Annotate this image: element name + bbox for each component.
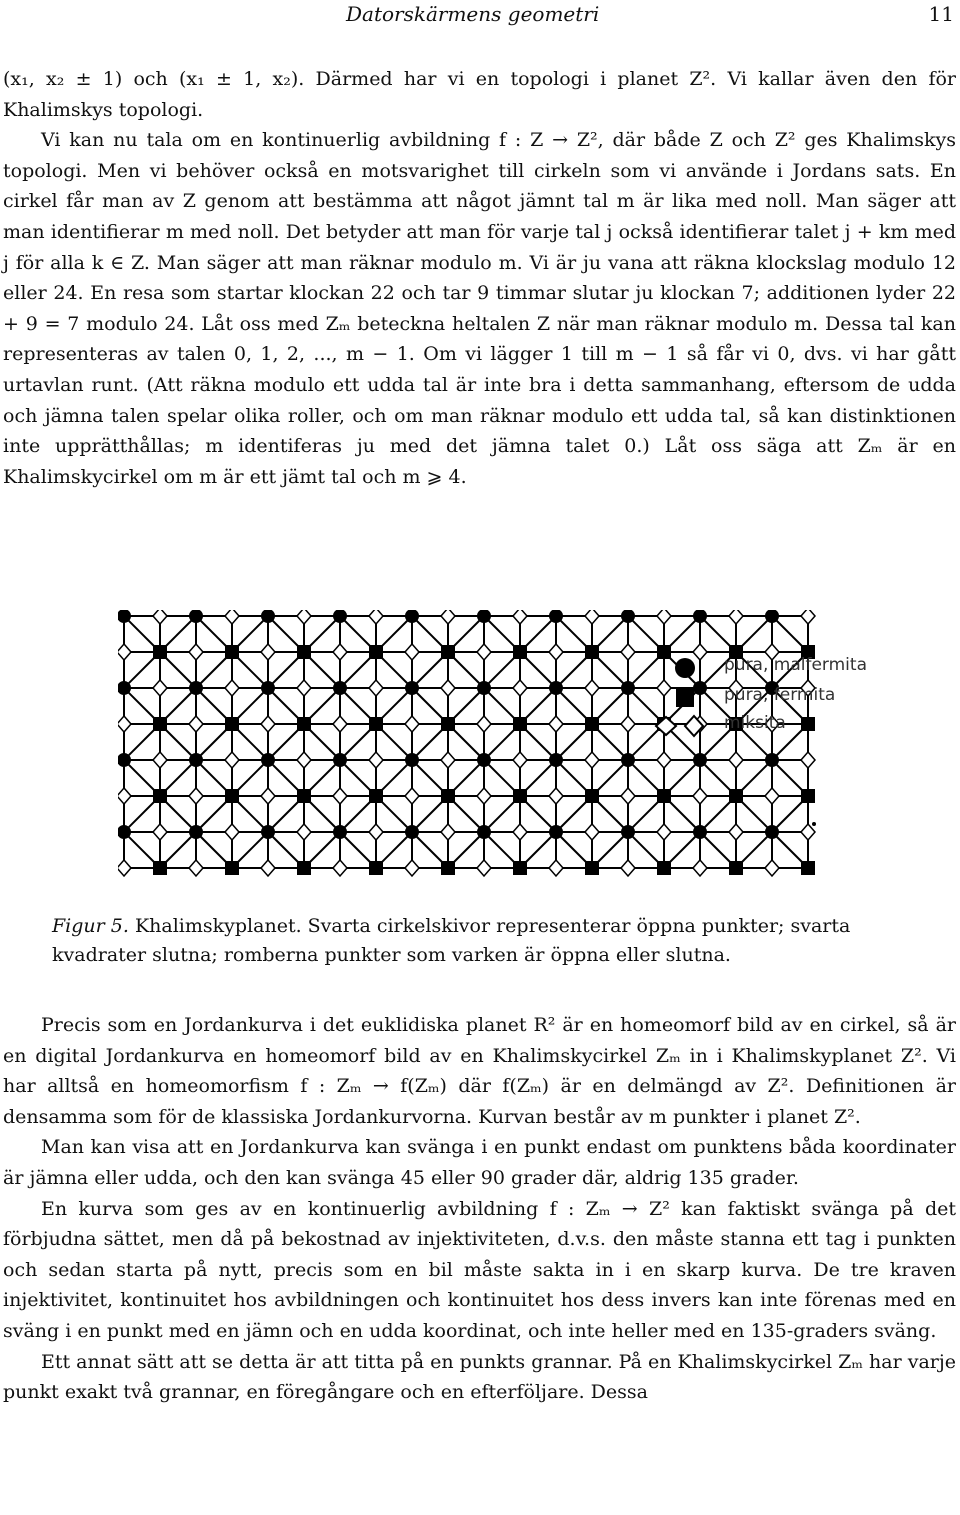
figure-caption [52,912,912,970]
mixed-point-marker [441,824,455,840]
mixed-point-marker [297,824,311,840]
mixed-point-marker [297,610,311,624]
stray-dot [812,822,816,826]
paragraph-4: Man kan visa att en Jordankurva kan svänga i en punkt endast om punktens båda koordinater är jämna eller udda, och den kan svänga 45 eller 90 grader där, aldrig 135 grader. [3,1136,956,1189]
mixed-point-marker [513,680,527,696]
closed-point-marker [441,717,455,731]
closed-point-marker [153,717,167,731]
closed-point-marker [369,717,383,731]
legend-row-closed [650,685,880,711]
legend-row-mixed [650,713,880,739]
closed-point-marker [153,789,167,803]
closed-point-marker [585,717,599,731]
mixed-point-marker [189,788,203,804]
closed-point-marker [801,789,815,803]
open-point-marker [621,825,635,839]
running-header [0,2,960,32]
closed-point-marker [441,861,455,875]
page-number: 11 [928,2,954,26]
mixed-point-marker [297,752,311,768]
paragraph-3: Precis som en Jordankurva i det euklidiska planet R² är en homeomorf bild av en cirkel, så är en digital Jordankurva en homeomorf bild av en Khalimskycirkel Zₘ in i Khalimskyplanet Z². Vi har alltså en homeomorfism f : Zₘ → f(Zₘ) där f(Zₘ) är en delmängd av Z². Definitionen är densamma som för de klassiska Jordankurvorna. Kurvan består av m punkter i planet Z². [3,1014,956,1128]
open-point-marker [261,681,275,695]
closed-point-marker [225,645,239,659]
mixed-point-marker [693,788,707,804]
closed-point-marker [297,861,311,875]
mixed-point-marker [657,824,671,840]
mixed-point-marker [477,860,491,876]
mixed-point-marker [441,680,455,696]
mixed-point-marker [118,860,131,876]
mixed-point-marker [333,788,347,804]
mixed-point-marker [153,680,167,696]
mixed-point-marker [657,610,671,624]
mixed-point-marker [369,680,383,696]
closed-point-marker [513,789,527,803]
closed-point-marker [513,861,527,875]
mixed-point-marker [405,860,419,876]
open-point-marker [549,681,563,695]
mixed-point-marker [189,716,203,732]
paragraph-1-line-1-open: ( [3,68,11,90]
open-point-marker [477,825,491,839]
mixed-point-marker [333,860,347,876]
open-point-marker [189,681,203,695]
open-point-marker [693,825,707,839]
open-point-marker [621,753,635,767]
caption-label: Figur 5. [52,915,129,937]
filled-square-icon [650,685,710,711]
closed-point-marker [729,789,743,803]
open-point-marker [405,825,419,839]
open-point-marker [477,753,491,767]
mixed-point-marker [261,644,275,660]
closed-point-marker [153,645,167,659]
open-point-marker [693,753,707,767]
closed-point-marker [369,861,383,875]
mixed-point-marker [621,788,635,804]
mixed-point-marker [621,716,635,732]
legend-row-open [650,655,880,681]
mixed-point-marker [225,824,239,840]
mixed-point-marker [153,610,167,624]
open-point-marker [765,825,779,839]
open-point-marker [189,753,203,767]
mixed-point-marker [333,716,347,732]
mixed-point-marker [513,752,527,768]
closed-point-marker [585,861,599,875]
mixed-point-marker [621,860,635,876]
mixed-point-marker [405,788,419,804]
caption-text: Khalimskyplanet. Svarta cirkelskivor representerar öppna punkter; svarta kvadrater slutna; romberna punkter som varken är öppna eller slutna. [52,915,851,966]
mixed-point-marker [225,610,239,624]
body-text-bottom [3,1010,956,1408]
mixed-point-marker [369,752,383,768]
closed-point-marker [297,789,311,803]
mixed-point-marker [801,610,815,624]
closed-point-marker [585,789,599,803]
open-point-marker [549,753,563,767]
closed-point-marker [369,645,383,659]
mixed-point-marker [477,644,491,660]
paragraph-1 [3,64,956,125]
legend-label-mixed: miksita [724,713,786,733]
diamond-pair-icon [650,713,710,739]
header-title: Datorskärmens geometri [346,2,600,26]
mixed-point-marker [693,860,707,876]
mixed-point-marker [118,644,131,660]
mixed-point-marker [549,788,563,804]
mixed-point-marker [477,716,491,732]
open-point-marker [333,681,347,695]
open-point-marker [405,753,419,767]
open-point-marker [261,825,275,839]
paragraph-5: En kurva som ges av en kontinuerlig avbildning f : Zₘ → Z² kan faktiskt svänga på det förbjudna sättet, men då på bekostnad av injektiviteten, d.v.s. den måste stanna ett tag i punkten och sedan starta på nytt, precis som en bil måste sakta in i en skarp kurva. De tre kraven injektivitet, kontinuitet hos avbildningen och kontinuitet hos dess invers kan inte förenas med en sväng i en punkt med en jämn och en udda koordinat, och inte heller med en 135-graders sväng. [3,1197,956,1342]
closed-point-marker [729,861,743,875]
mixed-point-marker [477,788,491,804]
closed-point-marker [297,717,311,731]
open-point-marker [477,681,491,695]
mixed-point-marker [225,752,239,768]
closed-point-marker [801,861,815,875]
open-point-marker [333,753,347,767]
figure-legend [650,655,880,755]
closed-point-marker [225,717,239,731]
mixed-point-marker [333,644,347,660]
mixed-point-marker [261,716,275,732]
closed-point-marker [225,789,239,803]
paragraph-1-line-1: x₁, x₂ ± 1) och (x₁ ± 1, x₂). Därmed har vi en topologi i planet Z². Vi kallar även den [10,68,918,90]
open-point-marker [405,681,419,695]
mixed-point-marker [297,680,311,696]
mixed-point-marker [369,610,383,624]
mixed-point-marker [118,716,131,732]
mixed-point-marker [405,716,419,732]
mixed-point-marker [369,824,383,840]
mixed-point-marker [549,716,563,732]
closed-point-marker [441,789,455,803]
closed-point-marker [225,861,239,875]
closed-point-marker [585,645,599,659]
mixed-point-marker [225,680,239,696]
mixed-point-marker [729,610,743,624]
paragraph-2: Vi kan nu tala om en kontinuerlig avbildning f : Z → Z², där både Z och Z² ges Khalimskys topologi. Men vi behöver också en motsvarighet till cirkeln som vi använde i Jordans sats. En cirkel får man av Z genom att bestämma att något jämnt tal m är lika med noll. Man säger att man identifierar m med noll. Det betyder att man för varje tal j också identifierar talet j + km med j för alla k ∈ Z. Man säger att man räknar modulo m. Vi är ju vana att räkna klockslag modulo 12 eller 24. En resa som startar klockan 22 och tar 9 timmar slutar ju klockan 7; additionen lyder 22 + 9 = 7 modulo 24. Låt oss med Zₘ beteckna heltalen Z när man räknar modulo m. Dessa tal kan representeras av talen 0, 1, 2, ..., m − 1. Om vi lägger 1 till m − 1 så får vi 0, dvs. vi har gått urtavlan runt. (Att räkna modulo ett udda tal är inte bra i detta sammanhang, eftersom de udda och jämna talen spelar olika roller, och om man räknar modulo ett udda tal, så kan distinktionen inte upprätthållas; m identiferas ju med det jämna talet 0.) Låt oss säga att Zₘ är en Khalimskycirkel om m är ett jämt tal och m ⩾ 4. [3,129,956,488]
mixed-point-marker [549,860,563,876]
mixed-point-marker [585,824,599,840]
open-point-marker [765,753,779,767]
closed-point-marker [657,789,671,803]
body-text-top [3,64,956,492]
filled-circle-icon [650,655,710,681]
closed-point-marker [513,717,527,731]
open-point-marker [621,681,635,695]
mixed-point-marker [441,752,455,768]
mixed-point-marker [801,824,815,840]
mixed-point-marker [261,788,275,804]
mixed-point-marker [189,860,203,876]
closed-point-marker [369,789,383,803]
mixed-point-marker [261,860,275,876]
mixed-point-marker [585,752,599,768]
open-point-marker [333,825,347,839]
paragraph-1-line-2: för Khalimskys topologi. [3,68,956,121]
paragraph-6: Ett annat sätt att se detta är att titta på en punkts grannar. På en Khalimskycirkel Zₘ har varje punkt exakt två grannar, en föregångare och en efterföljare. Dessa [3,1350,956,1404]
mixed-point-marker [153,752,167,768]
mixed-point-marker [585,610,599,624]
mixed-point-marker [513,610,527,624]
mixed-point-marker [549,644,563,660]
mixed-point-marker [585,680,599,696]
mixed-point-marker [765,788,779,804]
closed-point-marker [657,861,671,875]
mixed-point-marker [118,788,131,804]
mixed-point-marker [441,610,455,624]
open-point-marker [189,825,203,839]
mixed-point-marker [621,644,635,660]
open-point-marker [549,825,563,839]
legend-label-closed: pura, fermita [724,685,836,705]
closed-point-marker [297,645,311,659]
closed-point-marker [153,861,167,875]
closed-point-marker [441,645,455,659]
mixed-point-marker [765,860,779,876]
open-point-marker [261,753,275,767]
mixed-point-marker [153,824,167,840]
legend-label-open: pura, malfermita [724,655,867,675]
mixed-point-marker [405,644,419,660]
mixed-point-marker [729,824,743,840]
closed-point-marker [513,645,527,659]
mixed-point-marker [189,644,203,660]
mixed-point-marker [513,824,527,840]
